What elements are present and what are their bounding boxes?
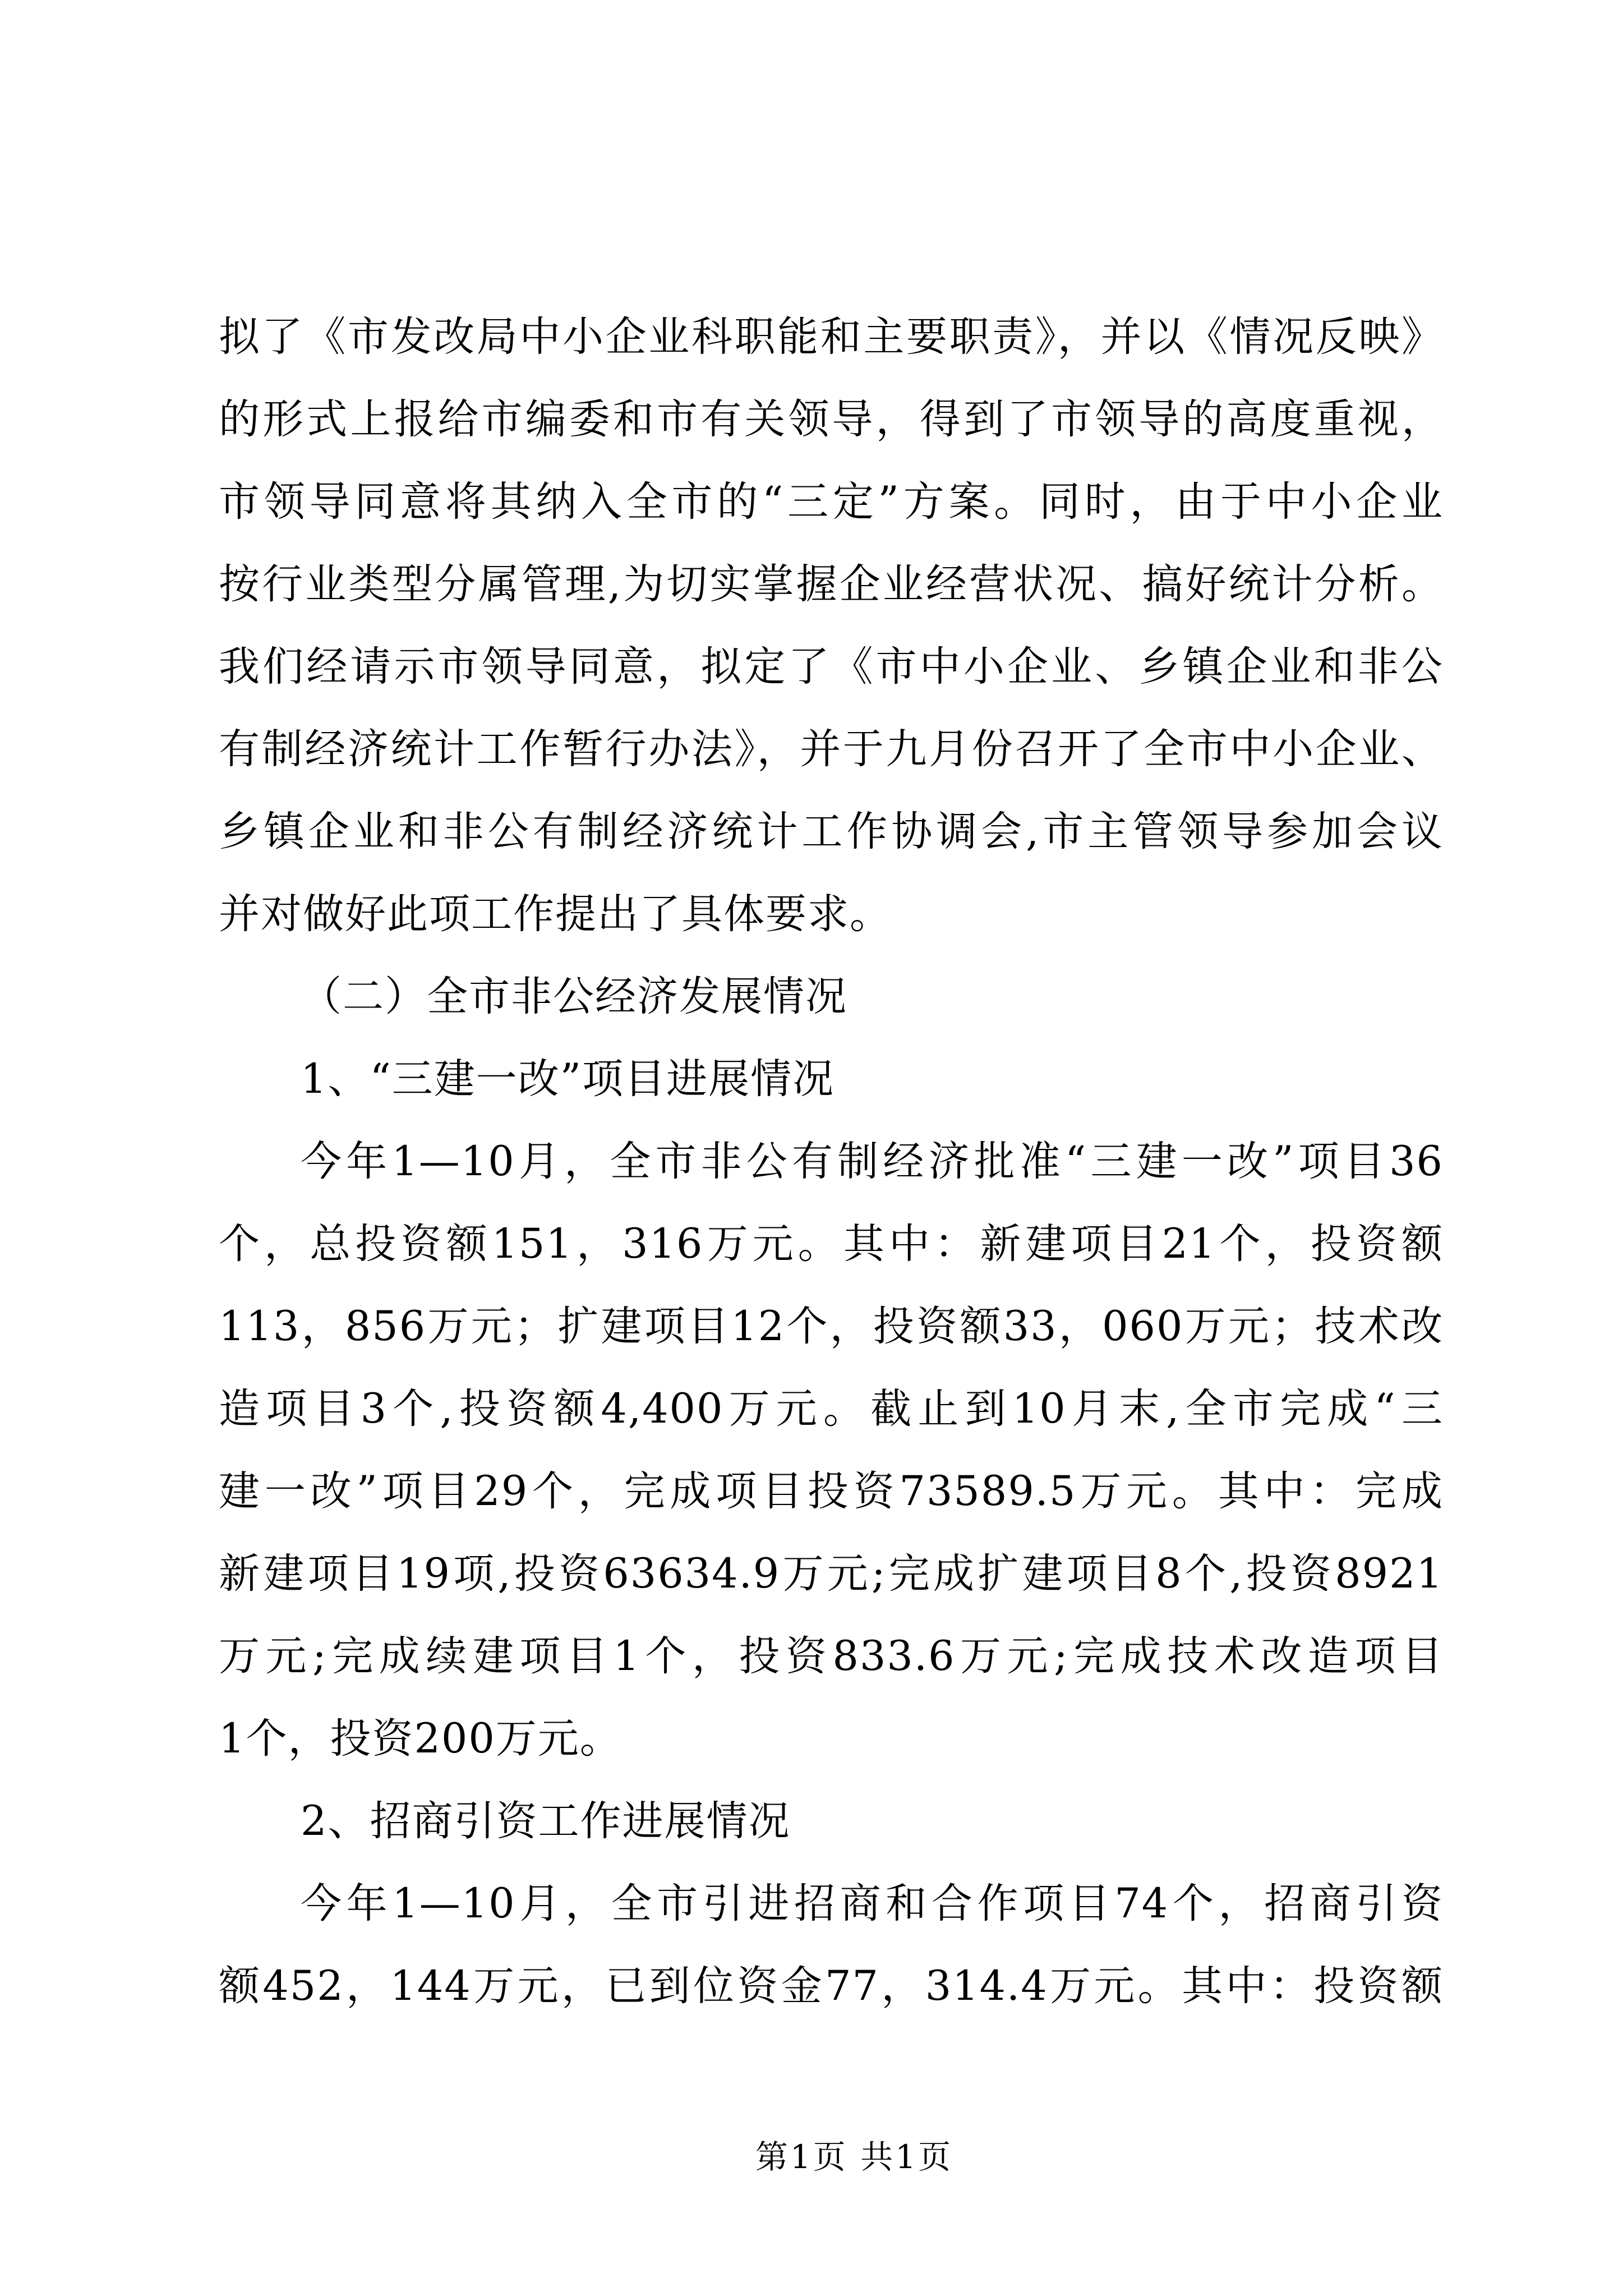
text-line: 建一改”项目29个，完成项目投资73589.5万元。其中：完成: [219, 1467, 1444, 1515]
text-line: 万元;完成续建项目1个，投资833.6万元;完成技术改造项目: [219, 1632, 1444, 1680]
text-line: 的形式上报给市编委和市有关领导，得到了市领导的高度重视，: [219, 395, 1444, 443]
text-line: 新建项目19项,投资63634.9万元;完成扩建项目8个,投资8921: [219, 1550, 1444, 1598]
text-line: 今年1—10月，全市引进招商和合作项目74个，招商引资: [301, 1880, 1444, 1927]
text-line: 造项目3个,投资额4,400万元。截止到10月末,全市完成“三: [219, 1385, 1444, 1433]
text-line: （二）全市非公经济发展情况: [301, 973, 847, 1020]
text-line: 拟了《市发改局中小企业科职能和主要职责》，并以《情况反映》: [219, 313, 1444, 361]
page-indicator: 第1页 共1页: [755, 2138, 953, 2176]
text-line: 额452，144万元，已到位资金77，314.4万元。其中：投资额: [219, 1962, 1444, 2010]
text-line: 并对做好此项工作提出了具体要求。: [219, 890, 892, 938]
text-line: 今年1—10月，全市非公有制经济批准“三建一改”项目36: [301, 1138, 1444, 1185]
page-footer: [0, 2138, 1623, 2175]
text-line: 1个，投资200万元。: [219, 1715, 622, 1763]
text-line: 1、“三建一改”项目进展情况: [301, 1055, 835, 1103]
text-line: 我们经请示市领导同意，拟定了《市中小企业、乡镇企业和非公: [219, 643, 1444, 691]
document-body: [219, 296, 1444, 2027]
text-line: 有制经济统计工作暂行办法》，并于九月份召开了全市中小企业、: [219, 725, 1444, 773]
text-line: 2、招商引资工作进展情况: [301, 1797, 791, 1845]
text-line: 乡镇企业和非公有制经济统计工作协调会,市主管领导参加会议: [219, 808, 1444, 855]
text-line: 个，总投资额151，316万元。其中：新建项目21个，投资额: [219, 1220, 1444, 1268]
text-line: 按行业类型分属管理,为切实掌握企业经营状况、搞好统计分析。: [219, 560, 1444, 608]
text-line: 113，856万元；扩建项目12个，投资额33，060万元；技术改: [219, 1303, 1444, 1350]
text-line: 市领导同意将其纳入全市的“三定”方案。同时，由于中小企业: [219, 478, 1444, 526]
